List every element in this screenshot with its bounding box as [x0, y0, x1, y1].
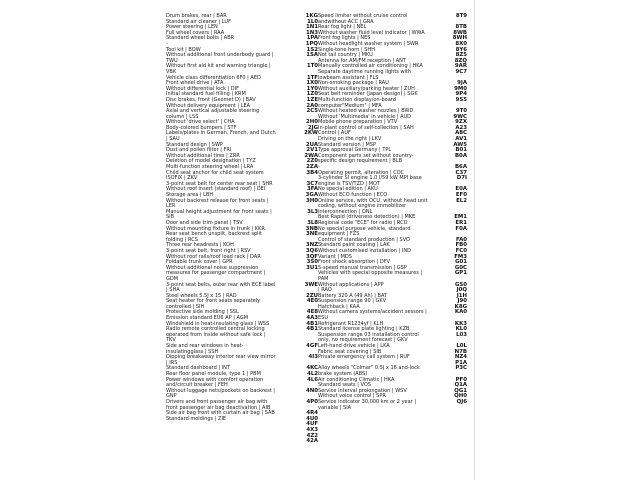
option-code: 4N0 — [305, 387, 318, 394]
option-description: Without first aid kit and warning triangle | VBK — [166, 63, 271, 75]
option-code: 3Q6 — [305, 247, 318, 254]
option-code: 8WH — [452, 35, 467, 42]
option-description: Variant | MDS — [318, 253, 352, 260]
option-code: B0A — [454, 152, 467, 159]
option-code: QG1 — [454, 387, 467, 394]
option-code: 3NZ — [305, 242, 318, 249]
option-description: Drum brakes, rear | BAR — [166, 13, 227, 19]
option-description: Without roof rails/roof load rack | DAR — [166, 253, 261, 260]
option-code: AV1 — [455, 136, 467, 143]
option-description: Vehicle class differentiation 6F0 | AED — [166, 74, 261, 81]
option-description: Service indicator 30,000 km or 2 year | variable | SIA — [318, 398, 417, 411]
option-description: Child seat anchor for child seat system ISOFIX | ZKV — [166, 169, 264, 182]
option-description: Manually controlled air conditioning | HKA — [318, 63, 423, 70]
option-code: 3FA — [307, 186, 318, 193]
option-code: 4UF — [306, 421, 318, 428]
option-description: Standard dashboard | INT — [166, 365, 230, 372]
option-description: Standard wheel bolts | ABR — [166, 35, 235, 42]
option-description: Speed limiter without cruise control andwithout ACC | GRA — [318, 13, 408, 25]
option-description: Without ECO function | ECO — [318, 192, 388, 198]
option-description: Without backrest release for front seats | LER — [166, 197, 269, 210]
option-description: Standard moldings | ZIE — [166, 415, 227, 422]
option-code: P3C — [455, 365, 467, 372]
option-description: Windshield in heat-insulating glass | WSS — [166, 320, 270, 327]
option-code: 2C5 — [306, 108, 318, 115]
option-code: 1PA — [306, 35, 318, 42]
option-code: 1S2 — [306, 46, 318, 53]
option-description: Seat belt reminder (Japan design) | SGK — [318, 91, 418, 98]
option-description: Online service, with OCU, without head unit coding, without engine immobilizer interconnection | ONL — [318, 197, 428, 215]
option-code: 3NE — [306, 231, 318, 238]
option-code: J90 — [457, 298, 467, 305]
option-code: 1N3 — [305, 29, 318, 36]
option-code: 1Y0 — [306, 85, 318, 92]
option-code: FC0 — [455, 247, 467, 254]
option-description: Front wheel drive | ATA — [166, 80, 224, 87]
option-code: 1SA — [306, 52, 318, 59]
option-code: 2V1 — [306, 147, 318, 154]
option-description: Rear floor panel module, type 1 | PBM — [166, 371, 261, 377]
option-description: Battery 320 A (49 Ah) | BAT — [318, 292, 388, 299]
option-code: EF0 — [455, 192, 467, 198]
option-description: Antenna for AM/FM reception | ANT — [318, 57, 406, 64]
option-code: 4U0 — [306, 415, 318, 422]
option-description: Driving on the right | LKV — [318, 136, 382, 143]
option-description: Standard air cleaner | LUF — [166, 18, 231, 25]
option-code: Q1A — [454, 382, 467, 389]
option-description: 3-point seat belt for center rear seat | SHR — [166, 180, 273, 187]
option-description: Without mounting fixture in trunk | KKR — [166, 225, 265, 232]
option-description: 3-point seat belts, outer rear with ECE label | SHA — [166, 281, 276, 294]
option-description: Without additional front underbody guard | TWU — [166, 52, 274, 64]
option-description: Refrigerant R1234yf | KLH — [318, 320, 384, 327]
right-options-column — [318, 14, 467, 411]
option-code: 3S0 — [306, 259, 318, 266]
option-code: 4A3 — [306, 315, 318, 322]
option-code: 3L3 — [307, 208, 318, 215]
option-code: B01 — [455, 147, 467, 154]
right-option-row — [318, 154, 467, 165]
option-description: Manual height adjustment for front seats | SIB — [166, 208, 272, 221]
option-code: 1TF — [306, 74, 318, 81]
option-code: KL0 — [455, 326, 467, 333]
option-code: 2ZA — [306, 164, 318, 171]
option-code: F0A — [455, 225, 467, 232]
option-code: 4Z2 — [306, 432, 318, 439]
option-code: 2A0 — [306, 102, 318, 109]
option-code: NZ4 — [454, 354, 467, 361]
left-extra-code-row — [166, 439, 318, 445]
option-code: 2Z0 — [306, 158, 318, 165]
option-description: | RAO — [318, 287, 332, 294]
option-code: 4E0 — [306, 298, 318, 305]
option-code: 4GF — [306, 343, 318, 350]
option-description: Side and rear windows in heat-insulatingglass | SSH — [166, 343, 244, 355]
option-description: Deletion of model designation | TYZ — [166, 158, 256, 165]
option-code: N7B — [454, 348, 467, 355]
option-description: Rear fog light | NEL — [318, 24, 367, 31]
right-margin-divider — [474, 0, 475, 480]
option-code: 8Y6 — [455, 46, 467, 53]
option-description: Best Rapid (driveness detection) | MKE — [318, 214, 416, 221]
option-description: Emission standard EU6 AP | AGM — [166, 315, 249, 322]
option-description: No special purpose vehicle, standard equipment | FZS — [318, 225, 411, 238]
left-option-row — [166, 283, 318, 294]
option-description: Without 'drive select' | CHA — [166, 119, 235, 126]
option-code: 4E8 — [306, 309, 318, 316]
option-code: 1Z0 — [306, 91, 318, 98]
option-code: L03 — [456, 331, 467, 338]
option-description: Labels/plates in German, French, and Dutch | SAU — [166, 130, 276, 143]
option-code: C37 — [455, 169, 467, 176]
option-code: 9JA — [457, 80, 467, 87]
option-code: 9WC — [453, 113, 467, 120]
option-description: Power windows with comfort operation and/circuit breaker | FEH — [166, 376, 264, 389]
option-description: - — [166, 40, 168, 47]
option-code: EL2 — [456, 197, 467, 204]
option-code: 3NB — [305, 225, 318, 232]
option-description: Without customised installation | IND — [318, 247, 411, 254]
option-code: 3WE — [304, 281, 318, 288]
option-description: No special edition | AKU — [318, 186, 378, 193]
option-code: 1N1 — [305, 24, 318, 31]
option-code: 4I3 — [308, 354, 318, 361]
option-code: P1A — [455, 359, 467, 366]
option-code: 3GA — [305, 192, 318, 198]
option-description: Vehicles with special opposite measures | PAM — [318, 270, 423, 282]
option-code: 1X0 — [306, 80, 318, 87]
option-description: Without camera systems/accident sessors | ESU — [318, 309, 427, 322]
option-code: 9AR — [454, 63, 467, 70]
option-description: Without headlight washer system | SWR — [318, 40, 419, 47]
option-code: 4B1 — [306, 320, 318, 327]
option-code: FM3 — [454, 253, 467, 260]
option-code: GS0 — [454, 281, 467, 288]
option-code: J0Q — [456, 287, 467, 294]
left-option-row — [166, 64, 318, 75]
option-code: 1KG — [305, 13, 318, 19]
option-description: - — [318, 359, 320, 366]
option-code: 4X3 — [306, 426, 318, 433]
left-option-row — [166, 266, 318, 283]
option-code: 4KC — [306, 365, 318, 372]
option-code: QH0 — [454, 393, 467, 400]
option-description: Standard paint coating | LAK — [318, 242, 390, 249]
option-description: Front fog lights | NES — [318, 35, 371, 42]
option-description: Mobile phone preparation | VTV — [318, 119, 398, 126]
right-option-row — [318, 400, 467, 411]
option-code: 2ZU — [305, 292, 318, 299]
option-description: Foldable trunk cover | GPR — [166, 259, 233, 266]
option-description: Three rear headrests | KOH — [166, 242, 234, 249]
option-code: 3H0 — [305, 197, 318, 204]
option-description: Non-smoking package | RAU — [318, 80, 389, 87]
option-code: 4B1 — [306, 326, 318, 333]
option-description: Drivers and front passenger air bag with front passenger air bag deactivation | AIB — [166, 398, 271, 411]
option-description: Without additional noise suppression measures for passenger compartment | GDM — [166, 264, 266, 282]
option-description: Type approval Germany | TPL — [318, 147, 392, 154]
option-description: Hatchback | KAA — [318, 303, 360, 310]
option-description: Without heated washer nozzles | BWD — [318, 108, 414, 115]
option-description: Regional code "ECE" for radio | RCO — [318, 219, 408, 226]
right-option-row — [318, 271, 467, 282]
option-description: Standard design | SWP — [166, 141, 223, 148]
option-description: Control of standard production | SVO — [318, 236, 410, 243]
option-description: Axial and vertical adjustable steering column | LSS — [166, 108, 260, 120]
option-code: G01 — [455, 259, 467, 266]
option-description: Suspension range 90 | GKV — [318, 298, 387, 305]
option-code: 3L8 — [307, 219, 318, 226]
option-code: G0C — [454, 264, 467, 271]
option-description: Service interval prolongation | WSV — [318, 387, 407, 394]
option-code: J1H — [456, 292, 467, 299]
option-code: 9ZX — [455, 119, 467, 126]
option-code: D7I — [456, 175, 467, 182]
option-description: Suspension range 03 installation control only, no requirement forecast | GKV — [318, 331, 419, 344]
option-description: Side air bag front with curtain air bag | SAB — [166, 410, 275, 417]
option-description: Steel wheels 5.5J x 15 | RAD — [166, 292, 237, 299]
option-description: Without roof insert (standard roof) | DEI — [166, 186, 266, 193]
option-code: 4P0 — [306, 398, 318, 405]
option-code: 8T9 — [455, 13, 467, 19]
option-description: Without delivery equipment | LEA — [166, 102, 251, 109]
option-description: Separate daytime running lights with lowbeam assistant | FLS — [318, 68, 412, 81]
option-code: 1L0 — [307, 18, 318, 25]
option-description: Body-colored bumpers | STF — [166, 124, 237, 131]
option-description: Multi-function display/on-board computer"Medium" | MFA — [318, 96, 396, 109]
option-description: In-plant control of self-collection | SAH — [318, 124, 414, 131]
option-description: Initial standard fuel filling | KRM — [166, 91, 246, 98]
option-code: 9C7 — [455, 68, 467, 75]
option-code: FB0 — [455, 242, 467, 249]
option-code: 8Z5 — [455, 52, 467, 59]
option-description: Door and side trim panel | TSV — [166, 219, 243, 226]
option-code: EM1 — [454, 214, 467, 221]
option-description: Left-hand drive vehicle | LKA — [318, 343, 390, 350]
right-option-row — [318, 366, 467, 377]
option-code: 2H0 — [305, 119, 318, 126]
option-description: Storage area | LBH — [166, 192, 214, 198]
option-code: 4L2 — [307, 371, 318, 377]
option-code: 3U1 — [306, 264, 318, 271]
option-code: 9M0 — [454, 85, 467, 92]
option-description: Single-tone horn | SHH — [318, 46, 375, 53]
option-description: 3-cylinder SI engine 1.0 l/59 kW MPI base engine is TSV/TZD | MOT — [318, 175, 422, 187]
option-description: Alloy wheels "Colmar" 0.5J x 16 and-lock brake system (ABS) — [318, 365, 420, 377]
option-code: B6A — [454, 164, 467, 171]
option-description: Not tail country | MKU — [318, 52, 373, 59]
option-code: 2JG — [307, 124, 318, 131]
option-description: Fabric seat covering | SIB — [318, 348, 382, 355]
option-description: Tool kit | BOW — [166, 46, 201, 53]
option-code: E0A — [455, 186, 467, 193]
option-description: Radio remote controlled central locking operated from inside without safe lock | TKV — [166, 326, 266, 344]
option-description: Front shock absorption | DFV — [318, 259, 391, 266]
option-code: 1T0 — [306, 63, 318, 70]
option-code: K8G — [454, 303, 467, 310]
option-code: 4R4 — [306, 410, 318, 417]
right-option-row — [318, 199, 467, 216]
option-description: Dipping breakaway interior rear view mirror | IRS — [166, 354, 276, 366]
option-description: Seat heater for front seats separately controlled | SIH — [166, 298, 261, 310]
left-option-row — [166, 327, 318, 344]
option-code: 1ZE — [306, 96, 318, 103]
option-code: 42A — [306, 438, 318, 445]
option-code: A23 — [455, 124, 467, 131]
left-option-row — [166, 131, 318, 142]
option-code: 3B4 — [306, 169, 318, 176]
option-description: 3-point seat belt, front right | RSV — [166, 247, 251, 254]
option-description: - — [318, 164, 320, 171]
option-description: Without additional tires | ZRR — [166, 152, 240, 159]
option-code: A8C — [455, 130, 467, 137]
option-code: GP1 — [454, 270, 467, 277]
option-code: KK3 — [454, 320, 467, 327]
option-code: L0L — [456, 343, 467, 350]
option-description: Private emergency call system | RUF — [318, 354, 410, 361]
option-description: Without auxiliary/parking heater | ZUH — [318, 85, 415, 92]
option-description: Without luggage nets/pockets on backrest | GNP — [166, 387, 275, 400]
option-code: 3QF — [305, 253, 318, 260]
option-code: 1PQ — [305, 40, 318, 47]
option-description: Standard version | MSP — [318, 141, 377, 148]
option-description: Without differential lock | DIF — [166, 85, 239, 92]
option-description: Without voice control | SPR — [318, 393, 386, 400]
option-code: 8WB — [453, 29, 467, 36]
option-code: 8TB — [455, 24, 467, 31]
option-code: PF0 — [455, 376, 467, 383]
option-code: ER1 — [455, 219, 467, 226]
option-code: 8X0 — [455, 40, 467, 47]
option-code: 9T0 — [455, 108, 467, 115]
option-description: Without applications | APP — [318, 281, 384, 288]
option-description: Dust and pollen filter | FRI — [166, 147, 232, 154]
option-description: Air conditioning Climatic | HKA — [318, 376, 395, 383]
right-option-row — [318, 310, 467, 321]
option-code: 9P4 — [455, 91, 467, 98]
option-code: 9S5 — [455, 96, 467, 103]
option-description: Disc brakes, front (Geomet D) | BAV — [166, 96, 256, 103]
option-code: QJ6 — [456, 398, 467, 405]
option-description: Rear seat bench unsplit, backrest split folding | RCS — [166, 231, 262, 243]
option-code: 2WA — [304, 152, 318, 159]
option-code: 2UA — [305, 141, 318, 148]
option-description: Without washer fluid level indicator | WWA — [318, 29, 425, 36]
option-code: AW5 — [453, 141, 467, 148]
option-description: Component parts set without country-specific design requirement | BLB — [318, 152, 414, 165]
option-description: 5-speed manual transmission | GSP — [318, 264, 407, 271]
option-description: Protective side molding | SSL — [166, 309, 239, 316]
left-options-column — [166, 14, 318, 445]
option-code: 2KW — [304, 130, 318, 137]
option-description: Full wheel covers | RAA — [166, 29, 225, 36]
option-code: FA0 — [456, 236, 467, 243]
option-code: 4L6 — [307, 376, 318, 383]
option-description: Operating permit, alteration | COC — [318, 169, 405, 176]
option-code: 3C7 — [306, 180, 318, 187]
option-code: 8ZQ — [454, 57, 467, 64]
option-description: Power steering | LEN — [166, 24, 218, 31]
option-description: Standard license plate lighting | KZB — [318, 326, 410, 333]
option-description: Control | AUF — [318, 130, 351, 137]
option-code: KA0 — [454, 309, 467, 316]
option-description: Multi-function steering wheel | LRA — [166, 164, 254, 171]
option-description: Without 'Multimedia' in vehicle | AUD — [318, 113, 412, 120]
option-description: Standard seats | VOS — [318, 382, 371, 389]
